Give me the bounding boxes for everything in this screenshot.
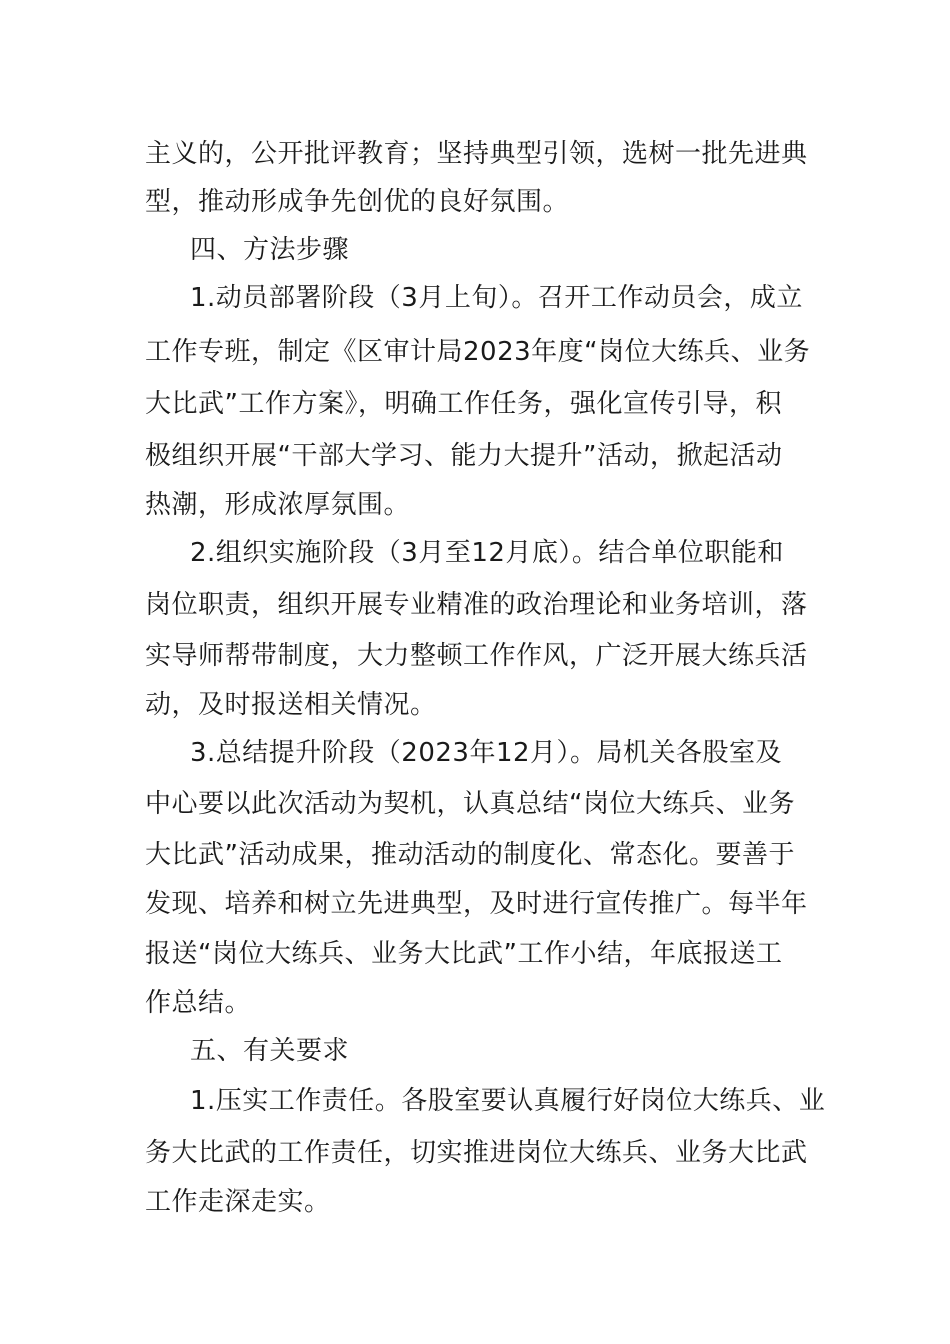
text-line: 大比武”活动成果，推动活动的制度化、常态化。要善于 — [145, 840, 795, 870]
section-heading: 五、有关要求 — [190, 1036, 350, 1066]
text-line: 型，推动形成争先创优的良好氛围。 — [145, 187, 570, 217]
text-line: 2.组织实施阶段（3月至12月底）。结合单位职能和 — [190, 538, 784, 568]
text-line: 主义的，公开批评教育；坚持典型引领，选树一批先进典 — [145, 139, 808, 169]
text-line: 岗位职责，组织开展专业精准的政治理论和业务培训，落 — [145, 590, 808, 620]
text-line: 热潮，形成浓厚氛围。 — [145, 490, 411, 520]
text-line: 务大比武的工作责任，切实推进岗位大练兵、业务大比武 — [145, 1138, 808, 1168]
text-line: 大比武”工作方案》，明确工作任务，强化宣传引导，积 — [145, 389, 782, 419]
text-line: 3.总结提升阶段（2023年12月）。局机关各股室及 — [190, 738, 783, 768]
text-line: 1.动员部署阶段（3月上旬）。召开工作动员会，成立 — [190, 283, 803, 313]
text-line: 工作走深走实。 — [145, 1187, 331, 1217]
text-line: 1.压实工作责任。各股室要认真履行好岗位大练兵、业 — [190, 1086, 826, 1116]
text-line: 动，及时报送相关情况。 — [145, 690, 437, 720]
section-heading: 四、方法步骤 — [190, 235, 350, 265]
text-line: 作总结。 — [145, 988, 252, 1018]
text-line: 中心要以此次活动为契机，认真总结“岗位大练兵、业务 — [145, 789, 795, 819]
text-line: 极组织开展“干部大学习、能力大提升”活动，掀起活动 — [145, 441, 783, 471]
text-line: 发现、培养和树立先进典型，及时进行宣传推广。每半年 — [145, 889, 808, 919]
text-line: 实导师帮带制度，大力整顿工作作风，广泛开展大练兵活 — [145, 641, 808, 671]
text-line: 工作专班，制定《区审计局2023年度“岗位大练兵、业务 — [145, 337, 811, 367]
text-line: 报送“岗位大练兵、业务大比武”工作小结，年底报送工 — [145, 939, 783, 969]
